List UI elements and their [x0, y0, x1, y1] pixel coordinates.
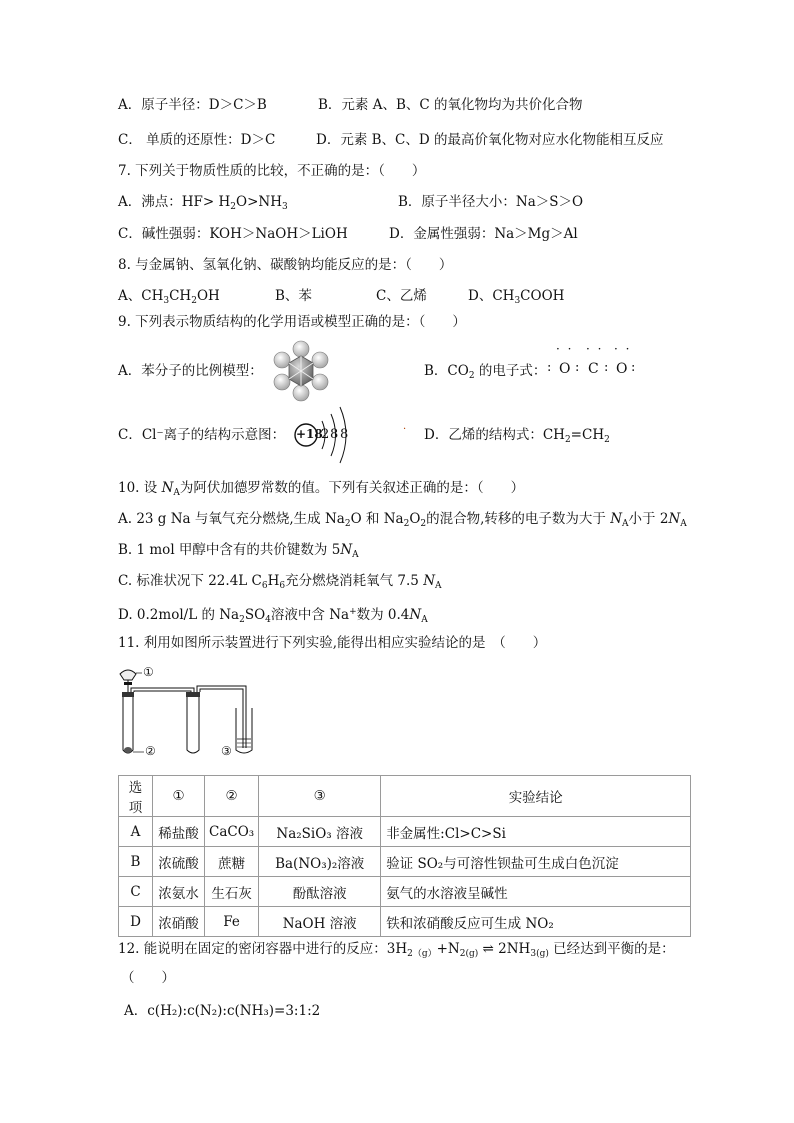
- q8-option-a: A、$CH_3CH_2OH$: [118, 288, 220, 306]
- table-cell: 验证 SO₂与可溶性钡盐可生成白色沉淀: [381, 847, 691, 877]
- q9-option-d: D．乙烯的结构式：$CH_2=CH_2$: [424, 427, 610, 445]
- table-cell: A: [119, 817, 153, 847]
- table-cell: 蔗糖: [205, 847, 259, 877]
- table-header-row: [119, 776, 691, 817]
- q8-stem: 8. 与金属钠、氢氧化钠、碳酸钠均能反应的是：（ ）: [118, 257, 453, 273]
- cl-shell-2: 8: [330, 427, 339, 442]
- table-cell: 生石灰: [205, 877, 259, 907]
- q6-option-c: C． 单质的还原性：D＞C: [118, 132, 276, 148]
- q7-option-c: C．碱性强弱：KOH＞NaOH＞LiOH: [118, 226, 348, 242]
- table-header-cell: 选项: [119, 776, 153, 817]
- table-cell: 浓硫酸: [153, 847, 205, 877]
- table-cell: C: [119, 877, 153, 907]
- benzene-model-image: [270, 340, 332, 402]
- q11-options-table: [118, 775, 691, 937]
- cl-shell-1: 2: [321, 427, 330, 442]
- q6-option-b: B．元素 A、B、C 的氧化物均为共价化合物: [318, 97, 583, 113]
- q9-stem: 9. 下列表示物质结构的化学用语或模型正确的是：（ ）: [118, 314, 466, 330]
- table-header-cell: ②: [205, 776, 259, 817]
- apparatus-label-3: ③: [221, 744, 232, 758]
- table-cell: NaOH 溶液: [259, 907, 381, 937]
- q10-option-b: B. 1 mol 甲醇中含有的共价键数为 $5N_A$: [118, 542, 359, 560]
- q12-paren: （ ）: [121, 970, 175, 986]
- table-cell: Na₂SiO₃ 溶液: [259, 817, 381, 847]
- table-cell: 氨气的水溶液呈碱性: [381, 877, 691, 907]
- table-cell: 酚酞溶液: [259, 877, 381, 907]
- co2-electron-formula: · · · · · · : O : C : O :: [547, 342, 636, 377]
- q12-option-a: A．c(H₂):c(N₂):c(NH₃)=3:1:2: [124, 1003, 321, 1019]
- q6-option-d: D．元素 B、C、D 的最高价氧化物对应水化物能相互反应: [316, 132, 664, 148]
- table-cell: CaCO₃: [205, 817, 259, 847]
- apparatus-diagram: [112, 664, 262, 764]
- q7-stem: 7. 下列关于物质性质的比较，不正确的是：（ ）: [118, 163, 426, 179]
- table-cell: Fe: [205, 907, 259, 937]
- q8-option-d: D、$CH_3COOH$: [468, 288, 565, 306]
- table-cell: Ba(NO₃)₂溶液: [259, 847, 381, 877]
- cl-ion-diagram: [292, 403, 362, 467]
- table-header-cell: 实验结论: [381, 776, 691, 817]
- cl-nucleus-charge: +18: [296, 427, 323, 441]
- apparatus-label-2: ②: [145, 744, 156, 758]
- q10-option-d: D. 0.2mol/L 的 $Na_2SO_4$溶液中含 Na+数为 $0.4N_A$: [118, 607, 428, 625]
- q7-option-a: A．沸点：$HF> H_2O>NH_3$: [118, 194, 288, 212]
- table-row: [119, 877, 691, 907]
- stray-dot: ·: [403, 424, 407, 435]
- q8-option-b: B、苯: [275, 288, 312, 304]
- table-cell: 稀盐酸: [153, 817, 205, 847]
- co2-atom-o-right: O: [616, 361, 628, 377]
- q9-option-b: B．$CO_2$ 的电子式：: [424, 363, 547, 381]
- table-cell: B: [119, 847, 153, 877]
- q9-option-c: C．Cl⁻离子的结构示意图：: [118, 427, 286, 443]
- co2-atom-o-left: O: [559, 361, 571, 377]
- q7-option-b: B．原子半径大小：Na＞S＞O: [398, 194, 584, 210]
- table-row: [119, 847, 691, 877]
- table-cell: 铁和浓硝酸反应可生成 NO₂: [381, 907, 691, 937]
- table-header-cell: ①: [153, 776, 205, 817]
- q10-option-a: A. 23 g Na 与氧气充分燃烧,生成 $Na_2O$ 和 $Na_2O_2$的混合物,转移的电子数为大于 $N_A$小于 $2N_A$: [118, 511, 687, 529]
- cl-shell-3: 8: [340, 427, 349, 442]
- q8-option-c: C、乙烯: [376, 288, 427, 304]
- table-header-cell: ③: [259, 776, 381, 817]
- q7-option-d: D．金属性强弱：Na＞Mg＞Al: [389, 226, 578, 242]
- table-row: [119, 907, 691, 937]
- apparatus-label-1: ①: [143, 665, 154, 679]
- table-cell: D: [119, 907, 153, 937]
- table-row: [119, 817, 691, 847]
- q11-stem: 11. 利用如图所示装置进行下列实验,能得出相应实验结论的是 （ ）: [118, 635, 547, 651]
- q6-option-a: A．原子半径：D＞C＞B: [118, 97, 267, 113]
- q10-stem: 10. 设 $N_A$为阿伏加德罗常数的值。下列有关叙述正确的是：（ ）: [118, 480, 525, 498]
- q10-option-c: C. 标准状况下 22.4L $C_6H_6$充分燃烧消耗氧气 7.5 $N_A$: [118, 573, 442, 591]
- table-cell: 浓氨水: [153, 877, 205, 907]
- table-cell: 非金属性:Cl>C>Si: [381, 817, 691, 847]
- table-cell: 浓硝酸: [153, 907, 205, 937]
- co2-atom-c: C: [588, 361, 599, 377]
- q9-option-a: A．苯分子的比例模型：: [118, 363, 263, 379]
- q12-stem: 12. 能说明在固定的密闭容器中进行的反应：$3H_{2(g)}+N_{2(g)}$ ⇌ $2NH_{3(g)}$ 已经达到平衡的是：: [118, 941, 675, 959]
